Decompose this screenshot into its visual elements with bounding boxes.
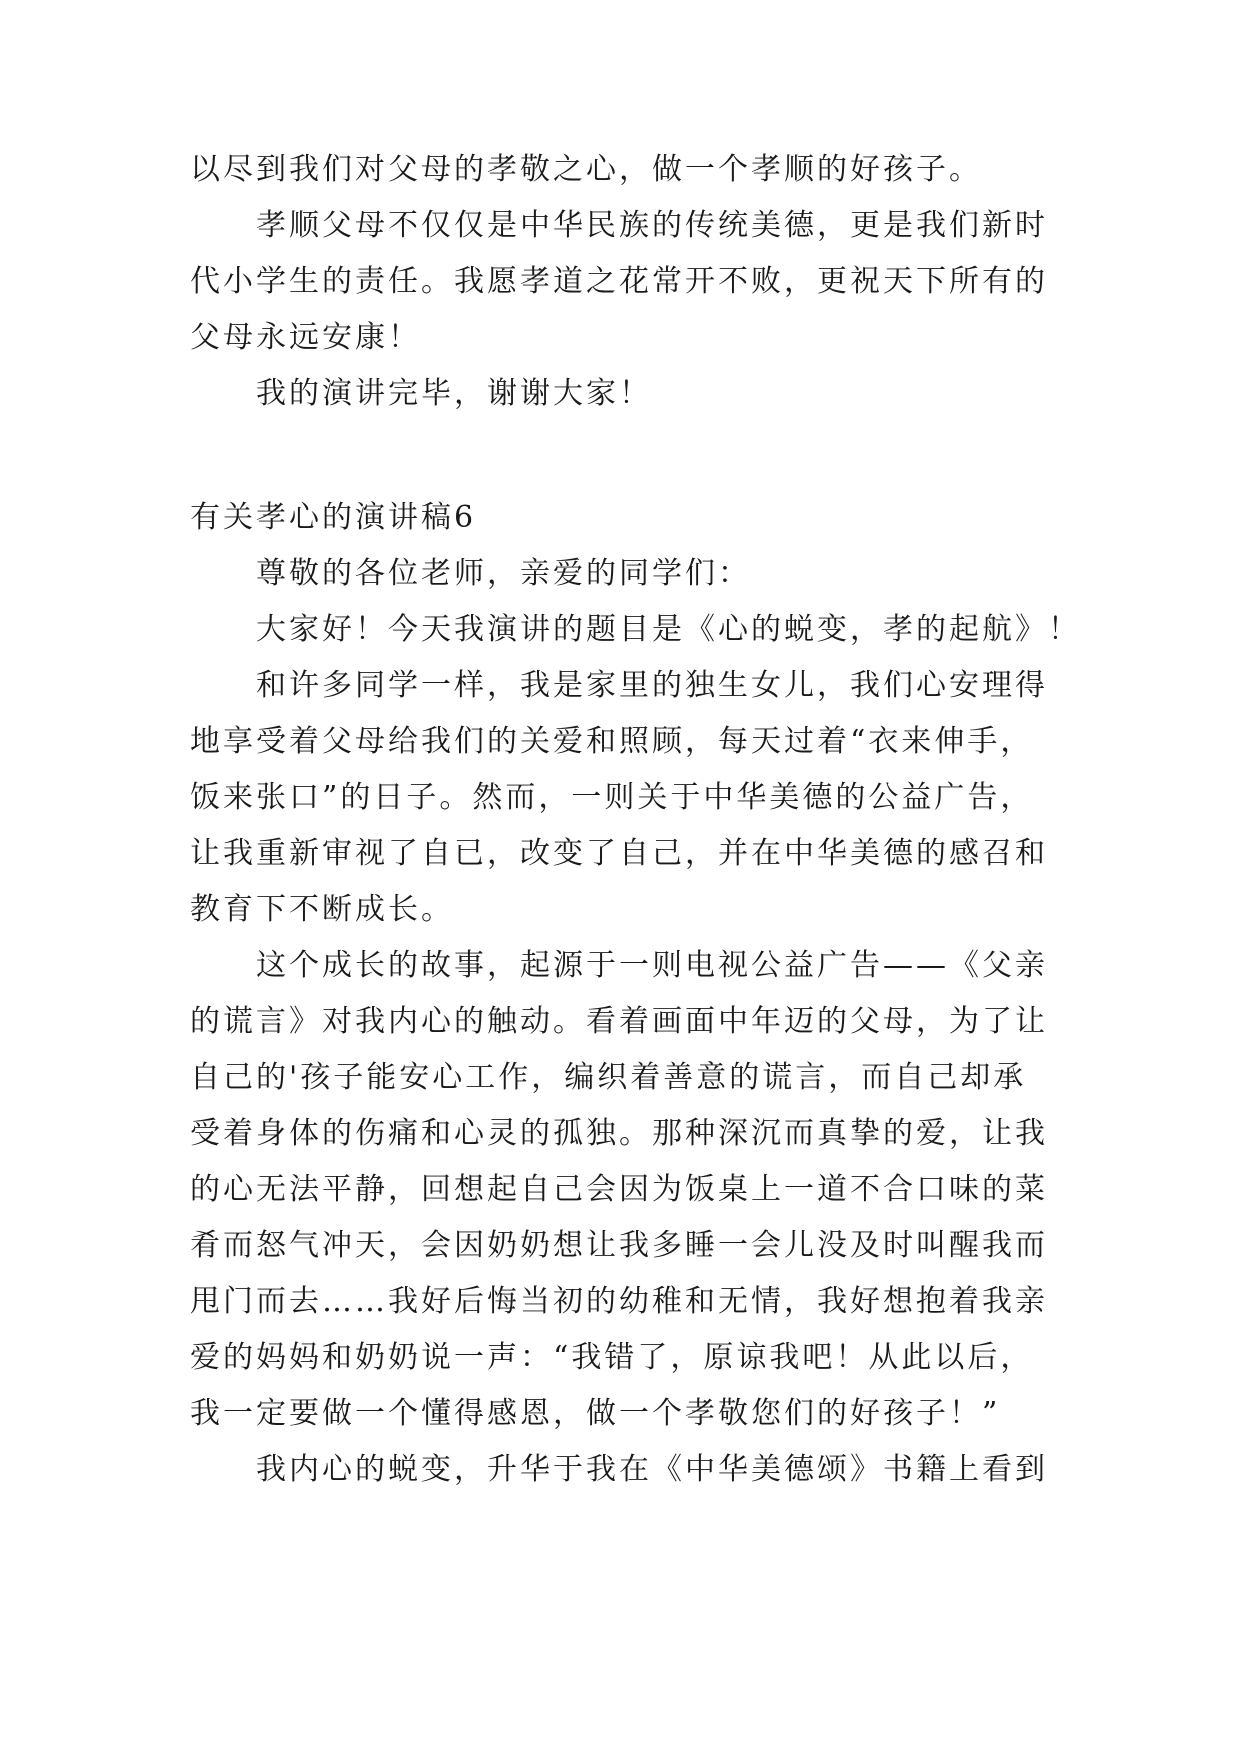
paragraph-line: 我内心的蜕变，升华于我在《中华美德颂》书籍上看到 (256, 1452, 1048, 1487)
paragraph-line: 大家好！今天我演讲的题目是《心的蜕变，孝的起航》！ (256, 612, 1081, 647)
paragraph-line: 教育下不断成长。 (190, 892, 454, 927)
paragraph-line: 爱的妈妈和奶奶说一声：“我错了，原谅我吧！从此以后， (190, 1340, 1034, 1375)
paragraph-line: 和许多同学一样，我是家里的独生女儿，我们心安理得 (256, 668, 1048, 703)
paragraph-line: 我一定要做一个懂得感恩，做一个孝敬您们的好孩子！” (190, 1396, 1001, 1431)
paragraph-line: 自己的'孩子能安心工作，编织着善意的谎言，而自己却承 (190, 1060, 1027, 1095)
paragraph-line: 地享受着父母给我们的关爱和照顾，每天过着“衣来伸手， (190, 724, 1034, 759)
paragraph-line: 肴而怒气冲天，会因奶奶想让我多睡一会儿没及时叫醒我而 (190, 1228, 1048, 1263)
section-heading: 有关孝心的演讲稿6 (190, 500, 477, 535)
paragraph-line: 饭来张口”的日子。然而，一则关于中华美德的公益广告， (190, 780, 1034, 815)
paragraph-line: 的心无法平静，回想起自己会因为饭桌上一道不合口味的菜 (190, 1172, 1048, 1207)
paragraph-line: 我的演讲完毕，谢谢大家！ (256, 376, 652, 411)
paragraph-line: 这个成长的故事，起源于一则电视公益广告——《父亲 (256, 948, 1048, 983)
paragraph-line: 孝顺父母不仅仅是中华民族的传统美德，更是我们新时 (256, 208, 1048, 243)
paragraph-line: 让我重新审视了自已，改变了自己，并在中华美德的感召和 (190, 836, 1048, 871)
paragraph-line: 甩门而去……我好后悔当初的幼稚和无情，我好想抱着我亲 (190, 1284, 1048, 1319)
paragraph-line: 父母永远安康！ (190, 320, 421, 355)
paragraph-line: 受着身体的伤痛和心灵的孤独。那种深沉而真挚的爱，让我 (190, 1116, 1048, 1151)
paragraph-line: 的谎言》对我内心的触动。看着画面中年迈的父母，为了让 (190, 1004, 1048, 1039)
paragraph-line: 以尽到我们对父母的孝敬之心，做一个孝顺的好孩子。 (190, 152, 982, 187)
salutation: 尊敬的各位老师，亲爱的同学们： (256, 556, 751, 591)
paragraph-line: 代小学生的责任。我愿孝道之花常开不败，更祝天下所有的 (190, 264, 1048, 299)
